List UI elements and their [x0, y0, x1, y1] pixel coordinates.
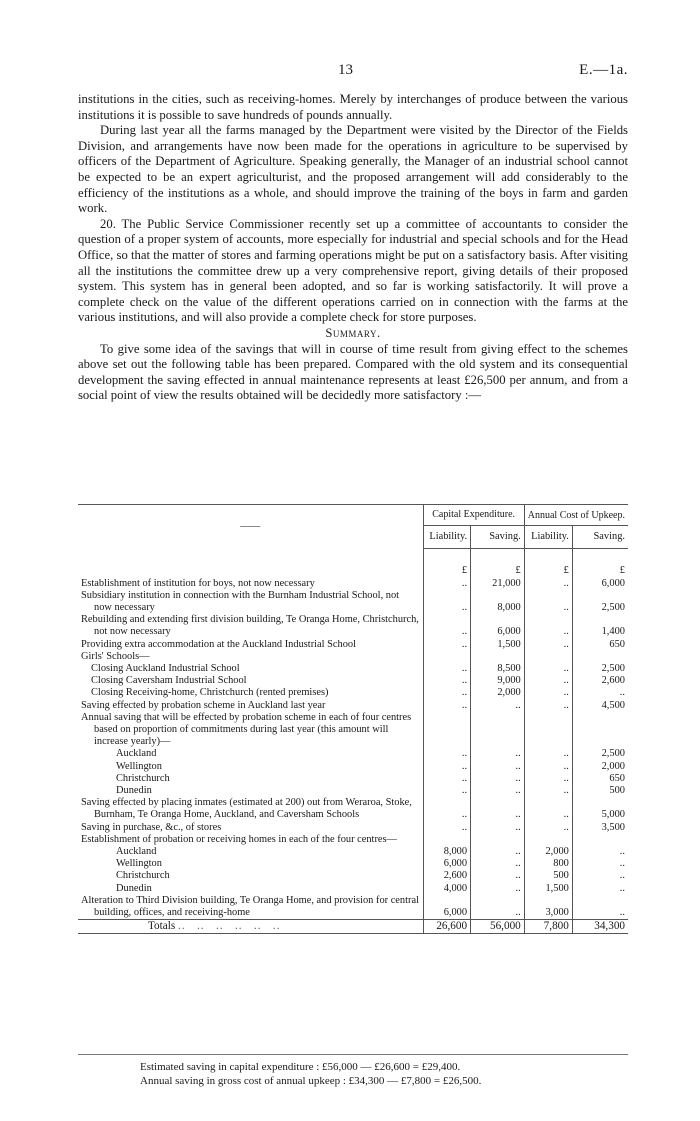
cell-capital-saving [471, 834, 525, 846]
table-row [78, 687, 628, 699]
row-label: Auckland [116, 748, 157, 760]
footnote-capital: Estimated saving in capital expenditure : £56,000 — £26,600 = £29,400. [140, 1061, 461, 1073]
cell-annual-saving: .. [572, 858, 628, 870]
footnote-annual: Annual saving in gross cost of annual upkeep : £34,300 — £7,800 = £26,500. [140, 1075, 482, 1087]
cell-annual-liability: .. [524, 675, 572, 687]
currency-symbol: £ [471, 549, 525, 578]
cell-capital-liability: .. [423, 663, 471, 675]
cell-capital-saving: 9,000 [471, 675, 525, 687]
row-label: Saving effected by placing inmates (estimated at 200) out from Weraroa, Stoke, Burnham, Te Oranga Home, Auckland, and Caversham Schools [81, 797, 412, 821]
table-row [78, 712, 628, 749]
summary-heading: Summary. [325, 325, 381, 340]
cell-capital-saving: .. [471, 797, 525, 821]
cell-capital-liability [423, 712, 471, 749]
cell-annual-liability: .. [524, 797, 572, 821]
cell-capital-liability: .. [423, 797, 471, 821]
table-row [78, 797, 628, 821]
totals-capital-saving: 56,000 [471, 920, 525, 933]
cell-annual-saving: 3,500 [572, 822, 628, 834]
row-label: Wellington [116, 760, 162, 772]
cell-capital-liability [423, 834, 471, 846]
row-label: Alteration to Third Division building, Te Oranga Home, and provision for central building, offices, and receiving-home [81, 894, 419, 919]
table-row [78, 785, 628, 797]
cell-annual-liability: 500 [524, 870, 572, 882]
cell-capital-liability: .. [423, 675, 471, 687]
table-row [78, 822, 628, 834]
cell-capital-liability: 8,000 [423, 846, 471, 858]
cell-capital-saving: .. [471, 822, 525, 834]
cell-capital-saving: 6,000 [471, 614, 525, 638]
table-row [78, 761, 628, 773]
cell-annual-saving: 2,600 [572, 675, 628, 687]
cell-annual-saving: .. [572, 870, 628, 882]
cell-annual-liability: 1,500 [524, 883, 572, 895]
paragraph: 20. The Public Service Commissioner recently set up a committee of accountants to consider the question of a proper system of accounts, more especially for industrial and special schools and for the Head Office, so that the matter of stores and farming operations might be put on a satisfactory basis. After visiting all the institutions the committee drew up a very comprehensive report, giving details of their proposed system. This system has in general been adopted, and so far is working satisfactorily. It will prove a complete check on the value of the different operations carried on in connection with the farms at the various institutions, and will also provide a complete check for store purposes. [78, 216, 628, 325]
cell-capital-saving: .. [471, 870, 525, 882]
cell-capital-saving [471, 712, 525, 749]
row-label: Wellington [116, 858, 162, 870]
cell-annual-liability: 2,000 [524, 846, 572, 858]
cell-capital-saving: .. [471, 883, 525, 895]
cell-annual-liability: .. [524, 700, 572, 712]
currency-row [78, 549, 628, 578]
paragraph: institutions in the cities, such as receiving-homes. Merely by interchanges of produce between the various institutions it is possible to save hundreds of pounds annually. [78, 92, 628, 122]
cell-annual-saving: 500 [572, 785, 628, 797]
cell-annual-saving: 6,000 [572, 578, 628, 590]
page-header [78, 62, 628, 82]
cell-capital-liability: 4,000 [423, 883, 471, 895]
cell-capital-saving: 1,500 [471, 639, 525, 651]
cell-capital-liability: 6,000 [423, 895, 471, 920]
cell-annual-liability [524, 651, 572, 663]
cell-capital-liability: .. [423, 687, 471, 699]
page-number: 13 [338, 62, 353, 78]
cell-annual-liability: .. [524, 773, 572, 785]
cell-capital-liability: .. [423, 614, 471, 638]
cell-capital-liability: .. [423, 590, 471, 614]
table-row [78, 651, 628, 663]
table-row [78, 883, 628, 895]
table-row [78, 578, 628, 590]
cell-capital-saving: .. [471, 846, 525, 858]
cell-annual-saving: .. [572, 895, 628, 920]
cell-capital-liability [423, 651, 471, 663]
totals-annual-liability: 7,800 [524, 920, 572, 933]
cell-annual-liability: .. [524, 639, 572, 651]
row-label: Providing extra accommodation at the Auckland Industrial School [81, 638, 357, 650]
currency-symbol: £ [423, 549, 471, 578]
row-label: Auckland [116, 846, 157, 858]
cell-annual-saving: .. [572, 883, 628, 895]
cell-capital-liability: .. [423, 748, 471, 760]
document-reference: E.—1a. [579, 62, 628, 78]
row-label: Christchurch [116, 772, 170, 784]
totals-annual-saving: 34,300 [572, 920, 628, 933]
cell-capital-saving: .. [471, 858, 525, 870]
cell-annual-saving: 2,000 [572, 761, 628, 773]
col-annual-saving: Saving. [572, 526, 628, 549]
cell-capital-liability: 2,600 [423, 870, 471, 882]
cell-capital-liability: .. [423, 785, 471, 797]
cell-annual-saving: 4,500 [572, 700, 628, 712]
paragraph: During last year all the farms managed by the Department were visited by the Director of the Fields Division, and arrangements have now been made for the operations in agriculture to be supervised by officers of the Department of Agriculture. Speaking generally, the Manager of an industrial school cannot be expected to be an expert agriculturist, and the proposed arrangement will add considerably to the efficiency of the institutions as a whole, and should improve the training of the boys in farm and garden work. [78, 123, 628, 216]
cell-capital-liability: 6,000 [423, 858, 471, 870]
col-annual-liability: Liability. [524, 526, 572, 549]
cell-annual-liability [524, 834, 572, 846]
cell-annual-saving: 1,400 [572, 614, 628, 638]
table-row [78, 870, 628, 882]
cell-capital-saving [471, 651, 525, 663]
table-row [78, 675, 628, 687]
totals-capital-liability: 26,600 [423, 920, 471, 933]
cell-annual-liability [524, 712, 572, 749]
col-capital-saving: Saving. [471, 526, 525, 549]
summary-intro: To give some idea of the savings that will in course of time result from giving effect to the schemes above set out the following table has been prepared. Compared with the old system and its consequential development the saving effected in annual maintenance represents at least £26,500 per annum, and from a social point of view the results obtained will be decidedly more satisfactory :— [78, 341, 628, 403]
row-label: Annual saving that will be effected by probation scheme in each of four centres based on proportion of commitments during last year (this amount will increase yearly)— [81, 711, 412, 748]
cell-capital-liability: .. [423, 578, 471, 590]
summary-table [78, 504, 628, 934]
cell-capital-saving: .. [471, 895, 525, 920]
header-annual-upkeep: Annual Cost of Upkeep. [524, 505, 628, 526]
cell-annual-liability: .. [524, 822, 572, 834]
cell-capital-liability: .. [423, 700, 471, 712]
table-row [78, 639, 628, 651]
cell-capital-liability: .. [423, 822, 471, 834]
cell-annual-liability: .. [524, 663, 572, 675]
cell-annual-liability: 3,000 [524, 895, 572, 920]
row-label: Dunedin [116, 785, 152, 797]
cell-annual-saving: 650 [572, 639, 628, 651]
table-row [78, 700, 628, 712]
cell-annual-liability: .. [524, 785, 572, 797]
currency-symbol: £ [524, 549, 572, 578]
cell-capital-saving: 21,000 [471, 578, 525, 590]
cell-annual-liability: .. [524, 590, 572, 614]
cell-annual-saving [572, 712, 628, 749]
cell-annual-saving: 2,500 [572, 590, 628, 614]
cell-capital-saving: 8,500 [471, 663, 525, 675]
row-label: Girls' Schools— [81, 650, 150, 662]
cell-capital-saving: .. [471, 785, 525, 797]
table-row [78, 846, 628, 858]
cell-annual-saving: 650 [572, 773, 628, 785]
cell-capital-saving: .. [471, 700, 525, 712]
cell-annual-saving [572, 834, 628, 846]
table-row [78, 834, 628, 846]
row-label: Establishment of probation or receiving homes in each of the four centres— [81, 833, 397, 845]
cell-capital-liability: .. [423, 639, 471, 651]
footnotes [140, 1060, 481, 1088]
totals-label: Totals .. .. .. .. .. .. [78, 920, 423, 933]
cell-capital-saving: .. [471, 773, 525, 785]
totals-row [78, 920, 628, 933]
table-row [78, 590, 628, 614]
cell-capital-saving: 8,000 [471, 590, 525, 614]
row-label: Closing Auckland Industrial School [91, 663, 240, 675]
cell-annual-saving: .. [572, 687, 628, 699]
cell-annual-saving: .. [572, 846, 628, 858]
row-label: Closing Receiving-home, Christchurch (rented premises) [91, 687, 329, 699]
row-label: Saving effected by probation scheme in Auckland last year [81, 699, 326, 711]
cell-annual-saving: 5,000 [572, 797, 628, 821]
table-row [78, 614, 628, 638]
row-label: Christchurch [116, 870, 170, 882]
table-row [78, 858, 628, 870]
cell-annual-saving: 2,500 [572, 748, 628, 760]
cell-annual-saving [572, 651, 628, 663]
table-row [78, 773, 628, 785]
row-label: Dunedin [116, 882, 152, 894]
divider [78, 1054, 628, 1055]
table-header-row [78, 505, 628, 526]
header-dash: —— [78, 505, 423, 549]
cell-annual-liability: .. [524, 614, 572, 638]
row-label: Subsidiary institution in connection with the Burnham Industrial School, not now necessary [81, 589, 400, 614]
table-row [78, 895, 628, 920]
body-text [78, 92, 628, 404]
cell-capital-saving: .. [471, 761, 525, 773]
cell-capital-liability: .. [423, 773, 471, 785]
cell-annual-liability: 800 [524, 858, 572, 870]
cell-annual-liability: .. [524, 761, 572, 773]
cell-capital-saving: .. [471, 748, 525, 760]
row-label: Closing Caversham Industrial School [91, 675, 247, 687]
cell-annual-liability: .. [524, 578, 572, 590]
table-row [78, 663, 628, 675]
cell-annual-liability: .. [524, 687, 572, 699]
cell-annual-liability: .. [524, 748, 572, 760]
col-capital-liability: Liability. [423, 526, 471, 549]
header-capital-expenditure: Capital Expenditure. [423, 505, 524, 526]
currency-symbol: £ [572, 549, 628, 578]
row-label: Saving in purchase, &c., of stores [81, 821, 222, 833]
table-row [78, 748, 628, 760]
row-label: Establishment of institution for boys, not now necessary [81, 577, 315, 589]
cell-annual-saving: 2,500 [572, 663, 628, 675]
cell-capital-saving: 2,000 [471, 687, 525, 699]
cell-capital-liability: .. [423, 761, 471, 773]
row-label: Rebuilding and extending first division building, Te Oranga Home, Christchurch, not now necessary [81, 614, 419, 638]
